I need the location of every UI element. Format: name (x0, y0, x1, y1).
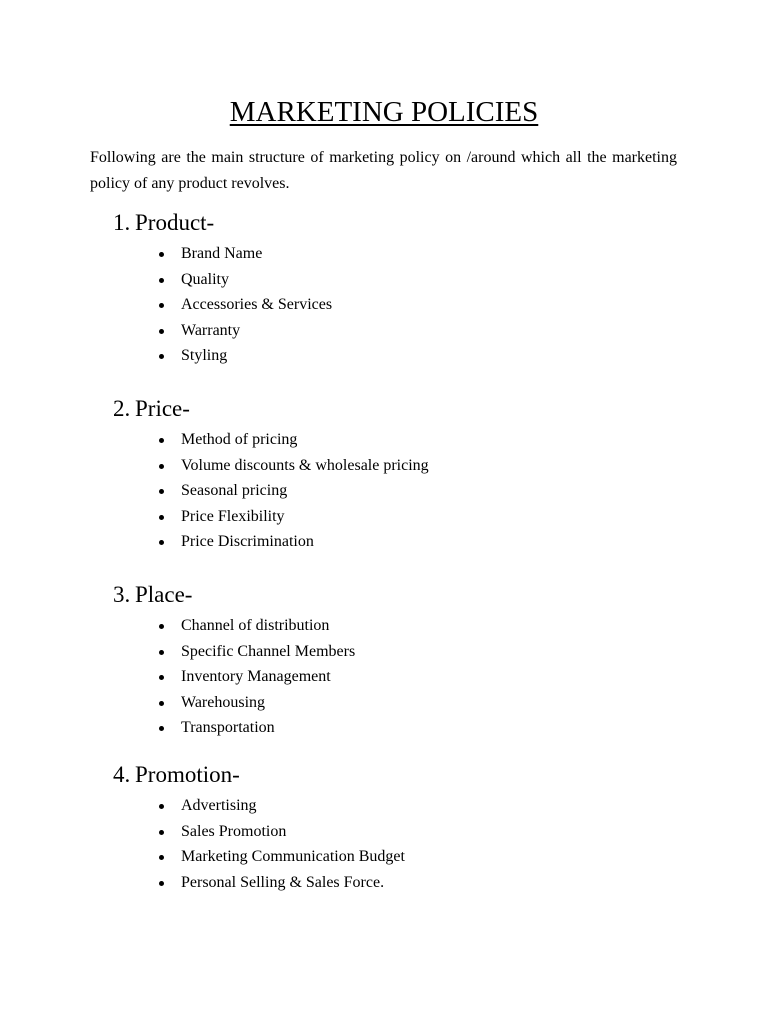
list-item (113, 819, 673, 845)
list-item (113, 427, 673, 453)
list-item-text: Price Flexibility (181, 507, 285, 525)
list-item-text: Sales Promotion (181, 822, 287, 840)
list-item-text: Styling (181, 347, 228, 365)
list-item (113, 715, 673, 741)
bullet-icon (159, 278, 164, 283)
list-item-text: Seasonal pricing (181, 482, 288, 500)
section-price (113, 395, 673, 555)
bullet-icon (159, 855, 164, 860)
list-item-text: Warranty (181, 321, 241, 339)
section-heading (113, 761, 673, 789)
section-number: 2. (113, 396, 131, 421)
list-item (113, 639, 673, 665)
list-item-text: Accessories & Services (181, 296, 333, 314)
section-title: Product- (135, 210, 215, 235)
list-item-text: Quality (181, 270, 229, 288)
page-title: MARKETING POLICIES (229, 96, 539, 128)
list-item (113, 267, 673, 293)
bullet-icon (159, 329, 164, 334)
bullet-icon (159, 830, 164, 835)
bullet-icon (159, 515, 164, 520)
section-heading (113, 395, 673, 423)
bullet-list (113, 241, 673, 369)
bullet-icon (159, 701, 164, 706)
bullet-icon (159, 540, 164, 545)
bullet-icon (159, 726, 164, 731)
bullet-icon (159, 675, 164, 680)
list-item (113, 478, 673, 504)
section-heading (113, 209, 673, 237)
bullet-icon (159, 354, 164, 359)
bullet-icon (159, 881, 164, 886)
list-item (113, 241, 673, 267)
list-item-text: Brand Name (181, 245, 263, 262)
bullet-icon (159, 489, 164, 494)
section-title: Price- (135, 396, 190, 421)
list-item (113, 870, 673, 896)
list-item (113, 343, 673, 369)
section-number: 1. (113, 210, 131, 235)
list-item (113, 504, 673, 530)
list-item (113, 664, 673, 690)
bullet-icon (159, 252, 164, 257)
list-item-text: Transportation (181, 719, 275, 737)
bullet-list (113, 427, 673, 555)
bullet-list (113, 793, 673, 895)
list-item (113, 529, 673, 555)
list-item-text: Specific Channel Members (181, 642, 356, 660)
section-title: Promotion- (135, 762, 240, 787)
section-heading (113, 581, 673, 609)
bullet-icon (159, 624, 164, 629)
list-item (113, 453, 673, 479)
list-item-text: Method of pricing (181, 431, 298, 448)
list-item-text: Advertising (181, 797, 257, 814)
list-item (113, 292, 673, 318)
section-title: Place- (135, 582, 193, 607)
list-item (113, 613, 673, 639)
list-item-text: Inventory Management (181, 668, 331, 686)
section-promotion (113, 761, 673, 895)
section-number: 3. (113, 582, 131, 607)
bullet-list (113, 613, 673, 741)
bullet-icon (159, 303, 164, 308)
list-item-text: Channel of distribution (181, 617, 330, 634)
list-item-text: Marketing Communication Budget (181, 848, 405, 866)
list-item (113, 318, 673, 344)
list-item-text: Price Discrimination (181, 533, 314, 551)
section-place (113, 581, 673, 741)
list-item-text: Personal Selling & Sales Force. (181, 873, 385, 891)
list-item (113, 844, 673, 870)
list-item-text: Volume discounts & wholesale pricing (181, 456, 429, 474)
intro-paragraph: Following are the main structure of marketing policy on /around which all the marketing policy of any product revolves. (90, 149, 677, 192)
section-product (113, 209, 673, 369)
section-number: 4. (113, 762, 131, 787)
list-item (113, 793, 673, 819)
list-item-text: Warehousing (181, 693, 266, 711)
bullet-icon (159, 650, 164, 655)
bullet-icon (159, 804, 164, 809)
list-item (113, 690, 673, 716)
bullet-icon (159, 464, 164, 469)
bullet-icon (159, 438, 164, 443)
